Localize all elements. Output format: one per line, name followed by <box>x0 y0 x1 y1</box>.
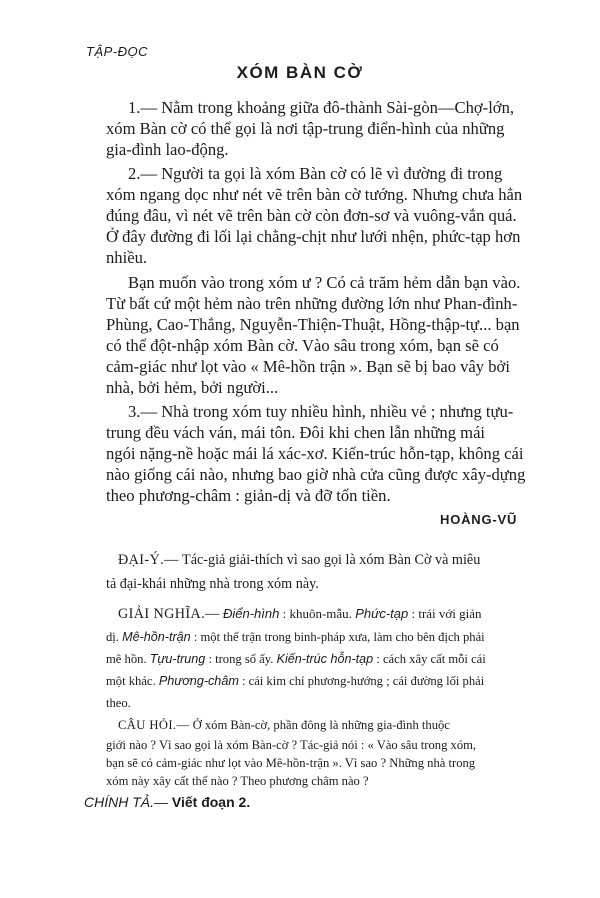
summary-line <box>118 552 480 569</box>
passage-line: Từ bất cứ một hẻm nào trên những đường lớn như Phan-đình- <box>106 294 518 313</box>
spelling-text: Viết đoạn 2. <box>168 794 251 810</box>
glossary-text: mê hồn. <box>106 652 150 666</box>
passage-line: cảm-giác như lọt vào « Mê-hồn trận ». Bạn sẽ bị bao vây bởi <box>106 357 510 376</box>
passage-line: ngói nặng-nề hoặc mái lá xác-xơ. Kiến-trúc hỗn-tạp, không cái <box>106 444 524 463</box>
glossary-line <box>106 630 485 645</box>
summary-text: Tác-giả giải-thích vì sao gọi là xóm Bàn Cờ và miêu <box>178 552 481 568</box>
summary-label: ĐẠI-Ý.— <box>118 552 179 568</box>
glossary-text: dị. <box>106 630 123 644</box>
passage-line: trung đều vách ván, mái tôn. Đôi khi chen lẫn những mái <box>106 423 486 442</box>
glossary-term: Kiến-trúc hỗn-tạp <box>276 652 374 666</box>
glossary-term: Mê-hồn-trận <box>122 630 191 644</box>
section-label: TẬP-ĐỌC <box>86 44 148 59</box>
glossary-definition: : khuôn-mẫu. <box>279 606 356 621</box>
passage-line: nào giống cái nào, nhưng bao giờ nhà cửa cũng được xây-dựng <box>106 465 526 484</box>
glossary-term: Phương-châm <box>158 674 239 688</box>
passage-line: nhà, bởi hẻm, bởi người... <box>106 378 279 397</box>
passage-line: xóm Bàn cờ có thể gọi là nơi tập-trung điển-hình của những <box>106 119 505 138</box>
question-line: giới nào ? Vì sao gọi là xóm Bàn-cờ ? Tác-giả nói : « Vào sâu trong xóm, <box>106 738 477 752</box>
glossary-definition: : cách xây cất mỗi cái <box>373 652 486 666</box>
passage-line: xóm ngang dọc như nét vẽ trên bàn cờ tướng. Nhưng chưa hẳn <box>106 185 523 204</box>
summary-line: tả đại-khái những nhà trong xóm này. <box>106 576 319 592</box>
glossary-line: theo. <box>106 696 131 710</box>
glossary-definition: : trong số ấy. <box>205 652 277 666</box>
question-line: xóm này xây cất thế nào ? Theo phương châm nào ? <box>106 774 369 788</box>
passage-line: 1.— Nằm trong khoảng giữa đô-thành Sài-gòn—Chợ-lớn, <box>128 98 515 117</box>
passage-line: gia-đình lao-động. <box>106 140 229 159</box>
question-label: CÂU HỎI.— <box>118 718 190 732</box>
glossary-text: một khác. <box>106 674 159 688</box>
passage-line: Phùng, Cao-Thắng, Nguyễn-Thiện-Thuật, Hồng-thập-tự... bạn <box>106 315 520 334</box>
question-line <box>118 718 450 733</box>
glossary-line <box>106 674 484 689</box>
glossary-term: Điển-hình <box>222 606 280 621</box>
page-title: XÓM BÀN CỜ <box>236 63 364 82</box>
passage-line: Bạn muốn vào trong xóm ư ? Có cả trăm hẻm dẫn bạn vào. <box>128 273 521 292</box>
glossary-term: Tựu-trung <box>149 652 206 666</box>
question-text: Ở xóm Bàn-cờ, phần đông là những gia-đình thuộc <box>189 718 450 732</box>
passage-line: 3.— Nhà trong xóm tuy nhiều hình, nhiều vẻ ; nhưng tựu- <box>128 402 514 421</box>
spelling-exercise <box>84 794 250 810</box>
glossary-definition: : cái kim chỉ phương-hướng ; cái đường lối phải <box>238 674 485 688</box>
glossary-line <box>106 652 486 667</box>
passage-line: nhiều. <box>106 248 148 267</box>
passage-line: đúng đâu, vì nét vẽ trên bàn cờ còn đơn-sơ và vuông-vắn quá. <box>106 206 517 225</box>
passage-line: có thể đột-nhập xóm Bàn cờ. Vào sâu trong xóm, bạn sẽ có <box>106 336 499 355</box>
glossary-term: Phức-tạp <box>355 606 409 621</box>
passage-line: 2.— Người ta gọi là xóm Bàn cờ có lẽ vì đường đi trong <box>128 164 503 183</box>
glossary-line <box>118 606 482 623</box>
question-line: bạn sẽ có cảm-giác như lọt vào Mê-hồn-trận ». Vì sao ? Những nhà trong <box>106 756 476 770</box>
glossary-definition: : một thế trận trong binh-pháp xưa, làm cho bên địch phải <box>190 630 485 644</box>
glossary-label: GIẢI NGHĨA.— <box>118 606 220 622</box>
glossary-definition: : trái với giản <box>408 606 482 621</box>
spelling-label: CHÍNH TẢ.— <box>84 794 168 810</box>
passage-line: theo phương-châm : giản-dị và đỡ tốn tiền. <box>106 486 391 505</box>
passage-line: Ở đây đường đi lối lại chằng-chịt như lưới nhện, phức-tạp hơn <box>106 227 521 246</box>
author-name: HOÀNG-VŨ <box>440 512 518 527</box>
